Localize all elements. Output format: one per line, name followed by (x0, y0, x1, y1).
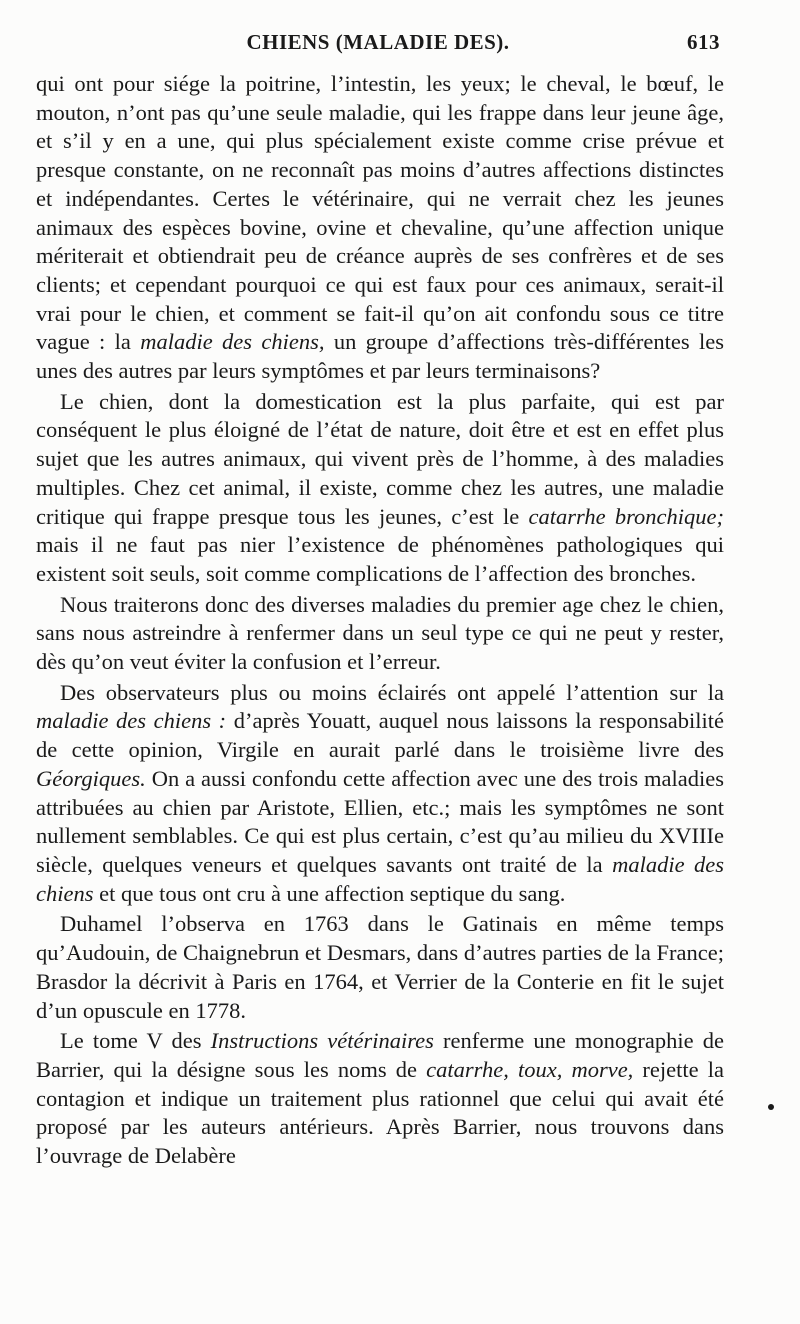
italic-run: Instructions vétérinaires (210, 1028, 434, 1054)
italic-run: maladie des chiens (36, 851, 724, 906)
italic-run: maladie des chiens, (140, 329, 325, 355)
text-run: Le tome V des (60, 1028, 211, 1054)
text-run: rejette la contagion et indique un traitement plus rationnel que celui qui avait été proposé par les auteurs antérieurs. Après Barrier, nous trouvons dans l’ouvrage de Delabère (36, 1056, 725, 1169)
paragraph (36, 591, 724, 677)
text-run: Duhamel l’observa en 1763 dans le Gatinais en même temps qu’Audouin, de Chaignebrun et Desmars, dans d’autres parties de la France; Brasdor la décrivit à Paris en 1764, et Verrier de la Conterie en fit le sujet d’un opuscule en 1778. (36, 911, 724, 1023)
text-run: et que tous ont cru à une affection septique du sang. (93, 880, 566, 906)
paragraph (36, 1027, 724, 1171)
text-run: Des observateurs plus ou moins éclairés ont appelé l’attention sur la (60, 679, 724, 705)
text-run: Le chien, dont la domestication est la plus parfaite, qui est par conséquent le plus éloigné de l’état de nature, doit être et est en effet plus sujet que les autres animaux, qui vivent près de l’homme, à des maladies multiples. Chez cet animal, il existe, comme chez les autres, une maladie critique qui frappe presque tous les jeunes, c’est le (36, 388, 724, 529)
running-head (36, 30, 720, 60)
text-run: d’après Youatt, auquel nous laissons la responsabilité de cette opinion, Virgile en aurait parlé dans le troisième livre des (36, 708, 724, 763)
italic-run: catarrhe, toux, morve, (426, 1056, 634, 1082)
italic-run: catarrhe bronchique; (528, 503, 725, 529)
paragraph (36, 70, 724, 386)
text-run: On a aussi confondu cette affection avec une des trois maladies attribuées au chien par Aristote, Ellien, etc.; mais les symptômes ne sont nullement semblables. Ce qui est plus certain, c’est qu’au milieu du (36, 765, 724, 849)
page-number: 613 (687, 30, 720, 54)
text-run: Nous traiterons donc des diverses maladies du premier age chez le chien, sans nous astreindre à renfermer dans un seul type ce qui ne peut y rester, dès qu’on veut éviter la confusion et l’erreur. (36, 591, 724, 675)
text-run: siècle, quelques veneurs et quelques savants ont traité de la (36, 851, 613, 877)
body-text (36, 70, 724, 1171)
text-run: un groupe d’affections très-différentes les unes des autres par leurs symptômes et par leurs terminaisons? (36, 329, 724, 384)
text-run: mais il ne faut pas nier l’existence de phénomènes pathologiques qui existent soit seuls, soit comme complications de l’affection des bronches. (36, 532, 724, 586)
century-numeral: XVIIIe (659, 823, 724, 849)
running-title: CHIENS (MALADIE DES). (246, 30, 510, 54)
text-run: qui ont pour siége la poitrine, l’intestin, les yeux; le cheval, le bœuf, le mouton, n’ont pas qu’une seule maladie, qui les frappe dans leur jeune âge, et s’il y en a une, qui plus spécialement existe comme crise prévue et presque constante, on ne reconnaît pas moins d’autres affections distinctes et indépendantes. Certes le vétérinaire, qui ne verrait chez les jeunes animaux des espèces bovine, ovine et chevaline, qu’une affection unique mériterait et obtiendrait peu de créance auprès de ses confrères et de ses clients; et cependant pourquoi ce qui est faux pour ces animaux, serait-il vrai pour le chien, et comment se fait-il qu’on ait confondu sous ce titre vague : la (36, 71, 724, 355)
paragraph (36, 679, 724, 909)
paragraph (36, 910, 724, 1025)
italic-run: maladie des chiens : (36, 708, 227, 734)
italic-run: Géorgiques. (36, 765, 146, 791)
paragraph (36, 388, 724, 589)
text-run: renferme une monographie de Barrier, qui la désigne sous les noms de (36, 1028, 724, 1082)
margin-dot (768, 1104, 774, 1110)
